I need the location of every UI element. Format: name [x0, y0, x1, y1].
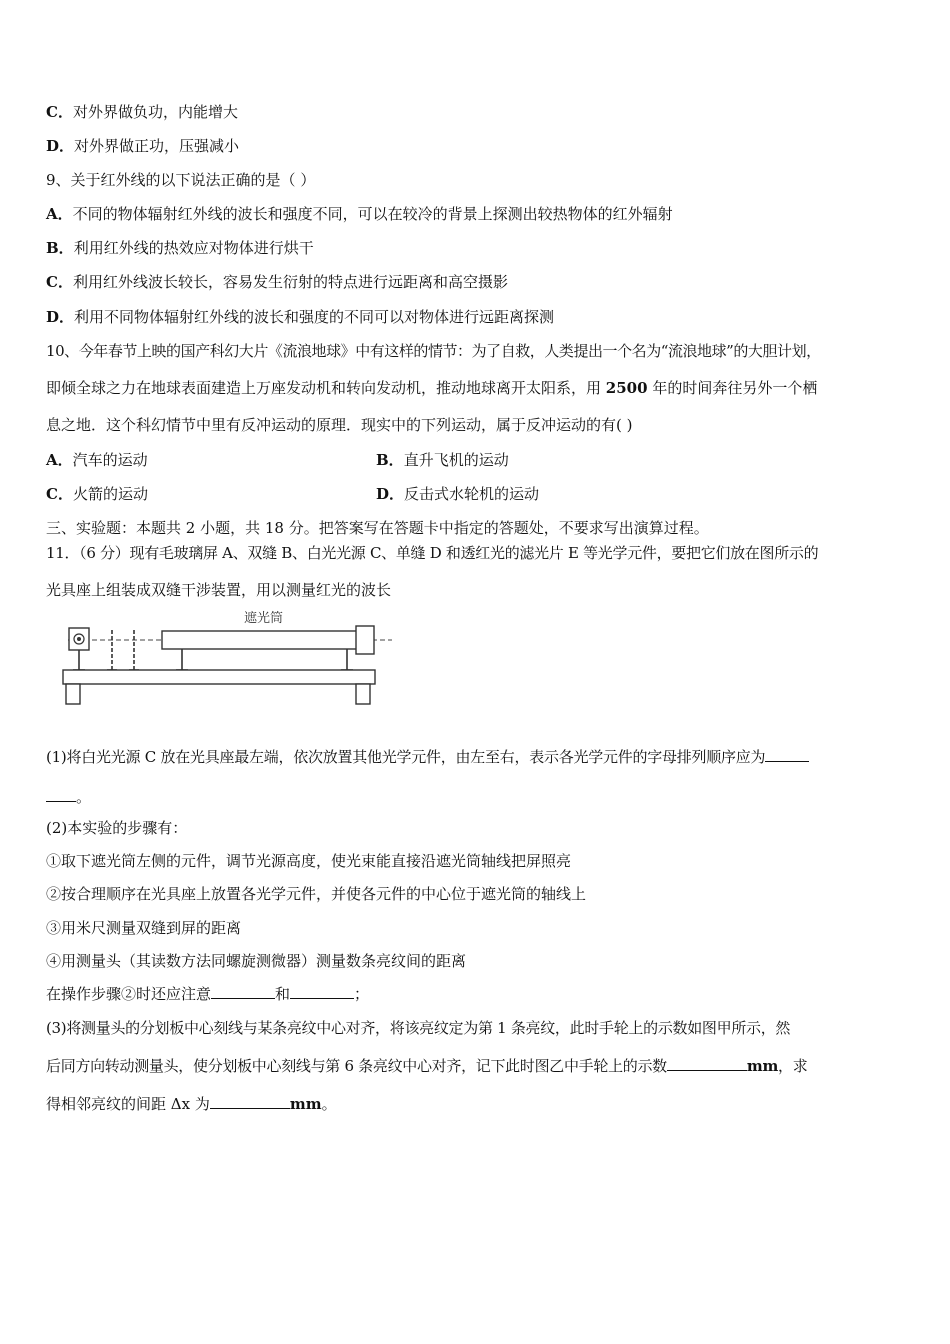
q11-stem-line1: 11．（6 分）现有毛玻璃屏 A、双缝 B、白光光源 C、单缝 D 和透红光的滤光片 E 等光学元件，要把它们放在图所示的	[46, 544, 819, 562]
q11-part3-line2	[46, 1056, 807, 1076]
answer-blank[interactable]	[211, 984, 275, 999]
option-text: 不同的物体辐射红外线的波长和强度不同，可以在较冷的背景上探测出较热物体的红外辐射	[72, 205, 673, 223]
q11-part3-text: ，求	[778, 1057, 808, 1075]
q9-option-a	[46, 204, 673, 224]
option-text: 汽车的运动	[72, 451, 148, 469]
q11-part1-line1	[46, 747, 809, 767]
option-letter: C．	[46, 273, 73, 291]
q10-text: 即倾全球之力在地球表面建造上万座发动机和转向发动机，推动地球离开太阳系，用	[46, 379, 602, 397]
q11-part3-text: 后同方向转动测量头，使分划板中心刻线与第 6 条亮纹中心对齐，记下此时图乙中手轮上的示数	[46, 1057, 667, 1075]
q11-part3-text: 。	[321, 1095, 337, 1113]
q10-stem-line2	[46, 378, 817, 398]
option-text: 对外界做负功，内能增大	[72, 103, 238, 121]
optical-bench-figure	[60, 608, 400, 712]
q11-stem-line2: 光具座上组装成双缝干涉装置，用以测量红光的波长	[46, 581, 392, 599]
option-letter: A．	[46, 205, 73, 223]
option-text: 利用红外线波长较长，容易发生衍射的特点进行远距离和高空摄影	[72, 273, 508, 291]
q11-part1-end: 。	[76, 788, 92, 806]
q10-year: 2500	[605, 379, 648, 397]
q11-step-1: ①取下遮光筒左侧的元件，调节光源高度，使光束能直接沿遮光筒轴线把屏照亮	[46, 852, 572, 870]
q9-option-d	[46, 307, 554, 327]
q11-step-4: ④用测量头（其读数方法同螺旋测微器）测量数条亮纹间的距离	[46, 952, 467, 970]
q10-option-b	[376, 450, 509, 470]
option-letter: D．	[46, 137, 75, 155]
q11-step-2: ②按合理顺序在光具座上放置各光学元件，并使各元件的中心位于遮光筒的轴线上	[46, 885, 587, 903]
answer-blank[interactable]	[765, 747, 809, 762]
q10-text: 年的时间奔往另外一个栖	[652, 379, 818, 397]
q9-stem: 9、关于红外线的以下说法正确的是（ ）	[46, 171, 316, 189]
q11-part3-line1: (3)将测量头的分划板中心刻线与某条亮纹中心对齐，将该亮纹定为第 1 条亮纹，此时手轮上的示数如图甲所示，然	[46, 1019, 791, 1037]
answer-blank[interactable]	[46, 787, 76, 802]
optical-bench-diagram	[60, 608, 400, 712]
q11-note-text: 和	[275, 985, 291, 1003]
q11-step-3: ③用米尺测量双缝到屏的距离	[46, 919, 242, 937]
option-text: 对外界做正功，压强减小	[74, 137, 240, 155]
q8-option-c	[46, 102, 238, 122]
q10-stem-line3: 息之地．这个科幻情节中里有反冲运动的原理．现实中的下列运动，属于反冲运动的有( )	[46, 416, 633, 434]
option-letter: B．	[46, 239, 74, 257]
q8-option-d	[46, 136, 239, 156]
q11-part2-note	[46, 984, 369, 1004]
answer-blank[interactable]	[290, 984, 354, 999]
q10-stem-line1: 10、今年春节上映的国产科幻大片《流浪地球》中有这样的情节：为了自救，人类提出一个名为“流浪地球”的大胆计划，	[46, 342, 821, 360]
option-letter: D．	[46, 308, 75, 326]
q10-option-d	[376, 484, 539, 504]
q11-note-text: ；	[354, 985, 370, 1003]
unit-mm: mm	[746, 1057, 779, 1075]
answer-blank[interactable]	[667, 1056, 747, 1071]
option-letter: C．	[46, 103, 73, 121]
option-text: 火箭的运动	[72, 485, 148, 503]
q11-part3-line3	[46, 1094, 337, 1114]
q10-option-a	[46, 450, 148, 470]
q11-part1-line2	[46, 787, 91, 807]
option-text: 利用红外线的热效应对物体进行烘干	[73, 239, 314, 257]
q9-option-c	[46, 272, 508, 292]
q11-part1-text: (1)将白光光源 C 放在光具座最左端，依次放置其他光学元件，由左至右，表示各光学元件的字母排列顺序应为	[46, 748, 766, 766]
q11-part2-title: (2)本实验的步骤有：	[46, 819, 188, 837]
option-text: 反击式水轮机的运动	[404, 485, 540, 503]
option-text: 利用不同物体辐射红外线的波长和强度的不同可以对物体进行远距离探测	[74, 308, 555, 326]
option-letter: B．	[376, 451, 404, 469]
q9-option-b	[46, 238, 314, 258]
option-letter: D．	[376, 485, 405, 503]
answer-blank[interactable]	[210, 1094, 290, 1109]
figure-label-shading-tube: 遮光筒	[244, 611, 284, 626]
option-letter: C．	[46, 485, 73, 503]
option-letter: A．	[46, 451, 73, 469]
q11-note-text: 在操作步骤②时还应注意	[46, 985, 212, 1003]
section-heading: 三、实验题：本题共 2 小题，共 18 分。把答案写在答题卡中指定的答题处，不要求写出演算过程。	[46, 519, 709, 537]
unit-mm: mm	[289, 1095, 322, 1113]
option-text: 直升飞机的运动	[403, 451, 509, 469]
q11-part3-text: 得相邻亮纹的间距 Δx 为	[46, 1095, 210, 1113]
q10-option-c	[46, 484, 148, 504]
